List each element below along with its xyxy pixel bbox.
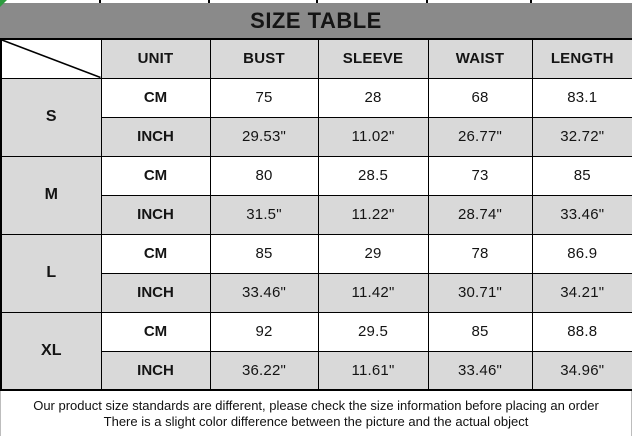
- value-cell: 92: [210, 312, 318, 351]
- value-cell: 11.22": [318, 195, 428, 234]
- column-header-waist: WAIST: [428, 39, 532, 78]
- column-header-length: LENGTH: [532, 39, 632, 78]
- value-cell: 28.5: [318, 156, 428, 195]
- value-cell: 80: [210, 156, 318, 195]
- value-cell: 11.61": [318, 351, 428, 390]
- value-cell: 36.22": [210, 351, 318, 390]
- value-cell: 28.74": [428, 195, 532, 234]
- grid-tick: [316, 0, 318, 3]
- value-cell: 88.8: [532, 312, 632, 351]
- value-cell: 11.42": [318, 273, 428, 312]
- unit-label-inch: INCH: [101, 195, 210, 234]
- cell-corner-marker-icon: [0, 0, 7, 7]
- value-cell: 75: [210, 78, 318, 117]
- size-label-m: M: [1, 156, 101, 234]
- value-cell: 73: [428, 156, 532, 195]
- table-title: SIZE TABLE: [0, 3, 632, 38]
- size-row-s-cm: [1, 78, 632, 117]
- unit-label-cm: CM: [101, 156, 210, 195]
- value-cell: 26.77": [428, 117, 532, 156]
- grid-tick: [208, 0, 210, 3]
- top-crop-artifact: [0, 0, 632, 3]
- value-cell: 85: [532, 156, 632, 195]
- grid-tick: [426, 0, 428, 3]
- unit-label-inch: INCH: [101, 273, 210, 312]
- value-cell: 33.46": [210, 273, 318, 312]
- value-cell: 11.02": [318, 117, 428, 156]
- value-cell: 85: [428, 312, 532, 351]
- value-cell: 34.96": [532, 351, 632, 390]
- unit-label-cm: CM: [101, 78, 210, 117]
- diagonal-header-cell: [1, 39, 101, 78]
- column-header-bust: BUST: [210, 39, 318, 78]
- value-cell: 29.5: [318, 312, 428, 351]
- value-cell: 83.1: [532, 78, 632, 117]
- value-cell: 68: [428, 78, 532, 117]
- size-table: [0, 38, 632, 391]
- diagonal-line-icon: [2, 40, 101, 78]
- size-label-l: L: [1, 234, 101, 312]
- value-cell: 28: [318, 78, 428, 117]
- value-cell: 33.46": [428, 351, 532, 390]
- unit-label-cm: CM: [101, 234, 210, 273]
- footer-line-1: Our product size standards are different, please check the size information before placing an order: [33, 398, 599, 413]
- size-row-m-cm: [1, 156, 632, 195]
- value-cell: 34.21": [532, 273, 632, 312]
- footer-note: [0, 391, 632, 436]
- unit-label-cm: CM: [101, 312, 210, 351]
- value-cell: 86.9: [532, 234, 632, 273]
- value-cell: 29.53": [210, 117, 318, 156]
- value-cell: 31.5": [210, 195, 318, 234]
- value-cell: 32.72": [532, 117, 632, 156]
- unit-label-inch: INCH: [101, 351, 210, 390]
- column-header-sleeve: SLEEVE: [318, 39, 428, 78]
- size-label-s: S: [1, 78, 101, 156]
- size-row-l-cm: [1, 234, 632, 273]
- header-row: [1, 39, 632, 78]
- footer-line-2: There is a slight color difference between the picture and the actual object: [103, 414, 529, 429]
- size-row-xl-cm: [1, 312, 632, 351]
- unit-label-inch: INCH: [101, 117, 210, 156]
- value-cell: 29: [318, 234, 428, 273]
- value-cell: 78: [428, 234, 532, 273]
- value-cell: 33.46": [532, 195, 632, 234]
- value-cell: 85: [210, 234, 318, 273]
- value-cell: 30.71": [428, 273, 532, 312]
- grid-tick: [99, 0, 101, 3]
- grid-tick: [530, 0, 532, 3]
- column-header-unit: UNIT: [101, 39, 210, 78]
- size-label-xl: XL: [1, 312, 101, 390]
